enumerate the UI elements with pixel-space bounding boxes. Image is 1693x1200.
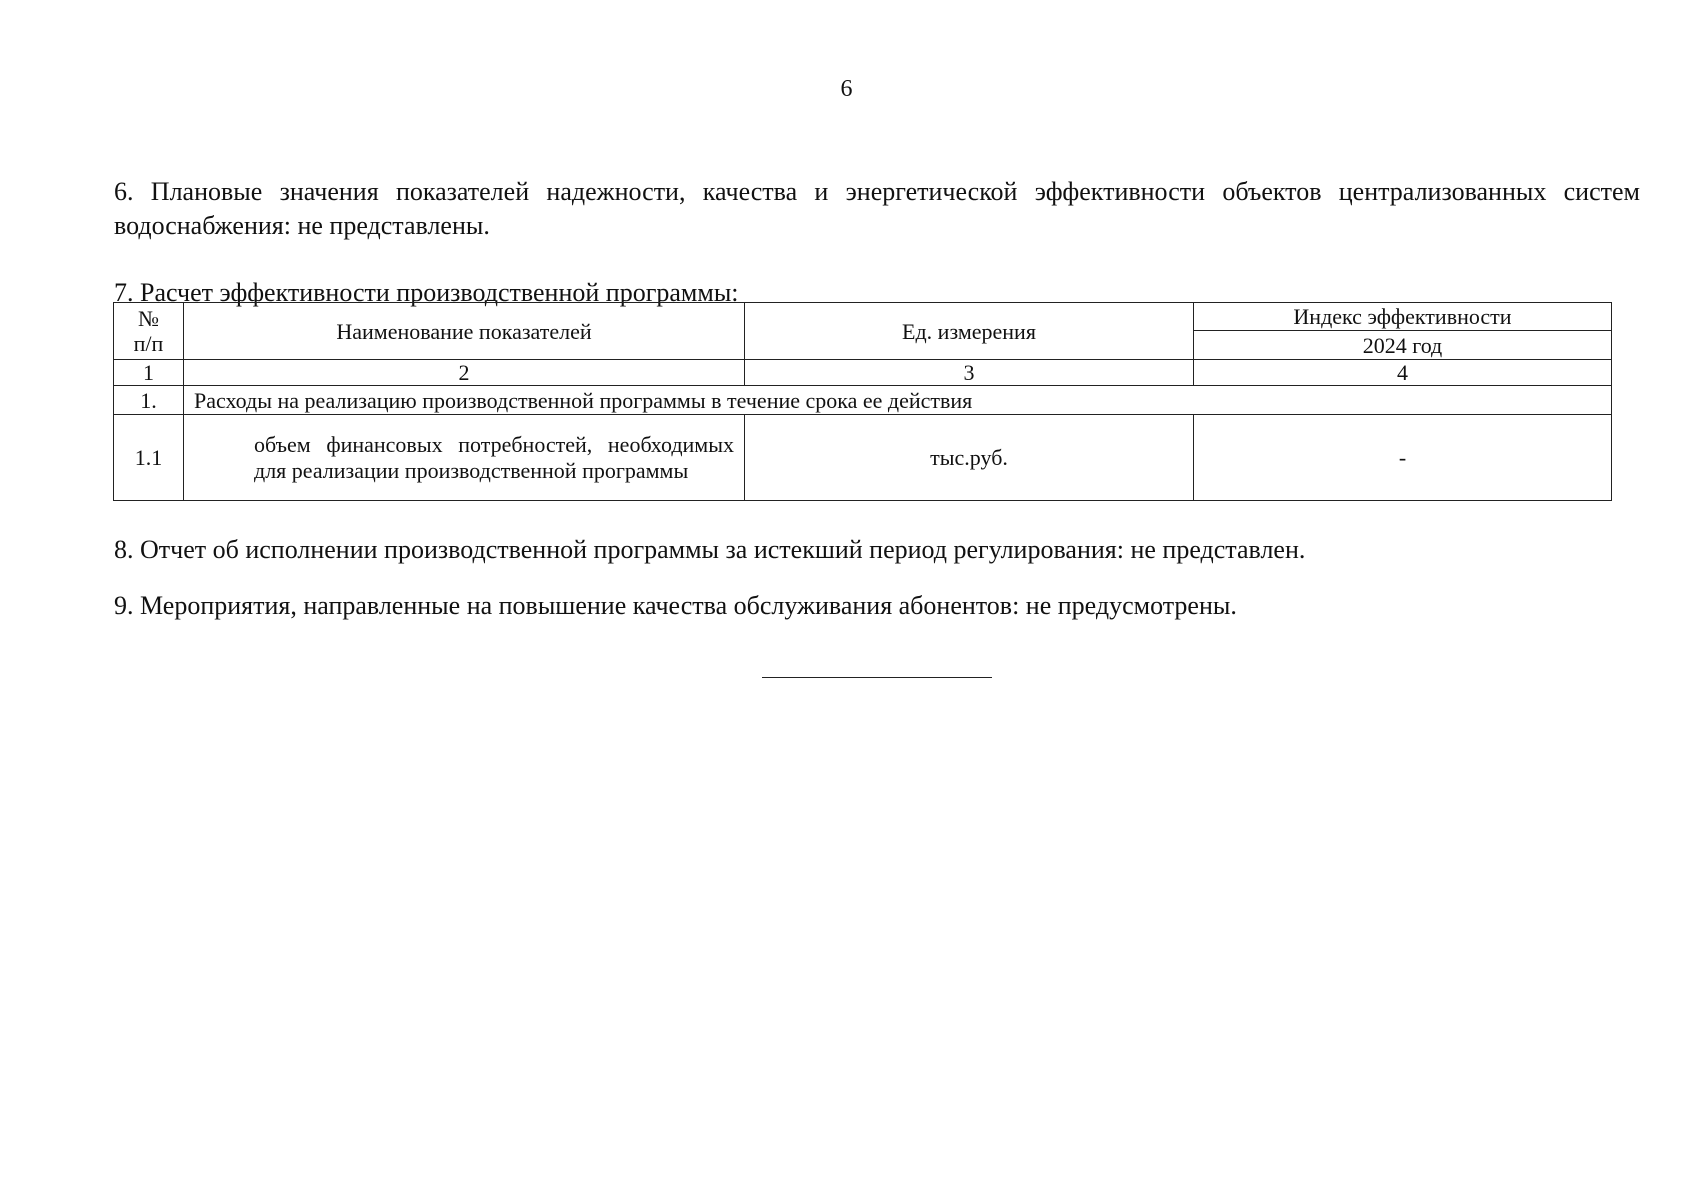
section-8-text: 8. Отчет об исполнении производственной программы за истекший период регулирования: не представлен.: [114, 535, 1306, 564]
row-1-1-num: 1.1: [114, 415, 184, 501]
section-9-text: 9. Мероприятия, направленные на повышение качества обслуживания абонентов: не предусмотрены.: [114, 591, 1237, 620]
section-7-title: 7. Расчет эффективности производственной программы:: [114, 278, 739, 307]
efficiency-table: [113, 302, 1612, 501]
row-1-name: Расходы на реализацию производственной программы в течение срока ее действия: [184, 386, 1612, 415]
page-number: 6: [840, 76, 853, 102]
table-row: [114, 386, 1612, 415]
table-header-row: [114, 303, 1612, 331]
end-separator-line: [762, 677, 992, 678]
row-1-1-name: объем финансовых потребностей, необходимых для реализации производственной программы: [184, 415, 745, 501]
header-name: Наименование показателей: [184, 303, 745, 360]
col-number-1: 1: [114, 360, 184, 386]
header-year: 2024 год: [1194, 331, 1612, 360]
table-row: [114, 415, 1612, 501]
row-1-1-unit: тыс.руб.: [745, 415, 1194, 501]
col-number-3: 3: [745, 360, 1194, 386]
header-num: № п/п: [114, 303, 184, 360]
col-number-4: 4: [1194, 360, 1612, 386]
col-number-2: 2: [184, 360, 745, 386]
row-1-1-value: -: [1194, 415, 1612, 501]
row-1-num: 1.: [114, 386, 184, 415]
table-col-numbers-row: [114, 360, 1612, 386]
section-6-text: 6. Плановые значения показателей надежности, качества и энергетической эффективности объектов централизованных систем водоснабжения: не представлены.: [114, 177, 1640, 240]
header-index: Индекс эффективности: [1194, 303, 1612, 331]
header-unit: Ед. измерения: [745, 303, 1194, 360]
